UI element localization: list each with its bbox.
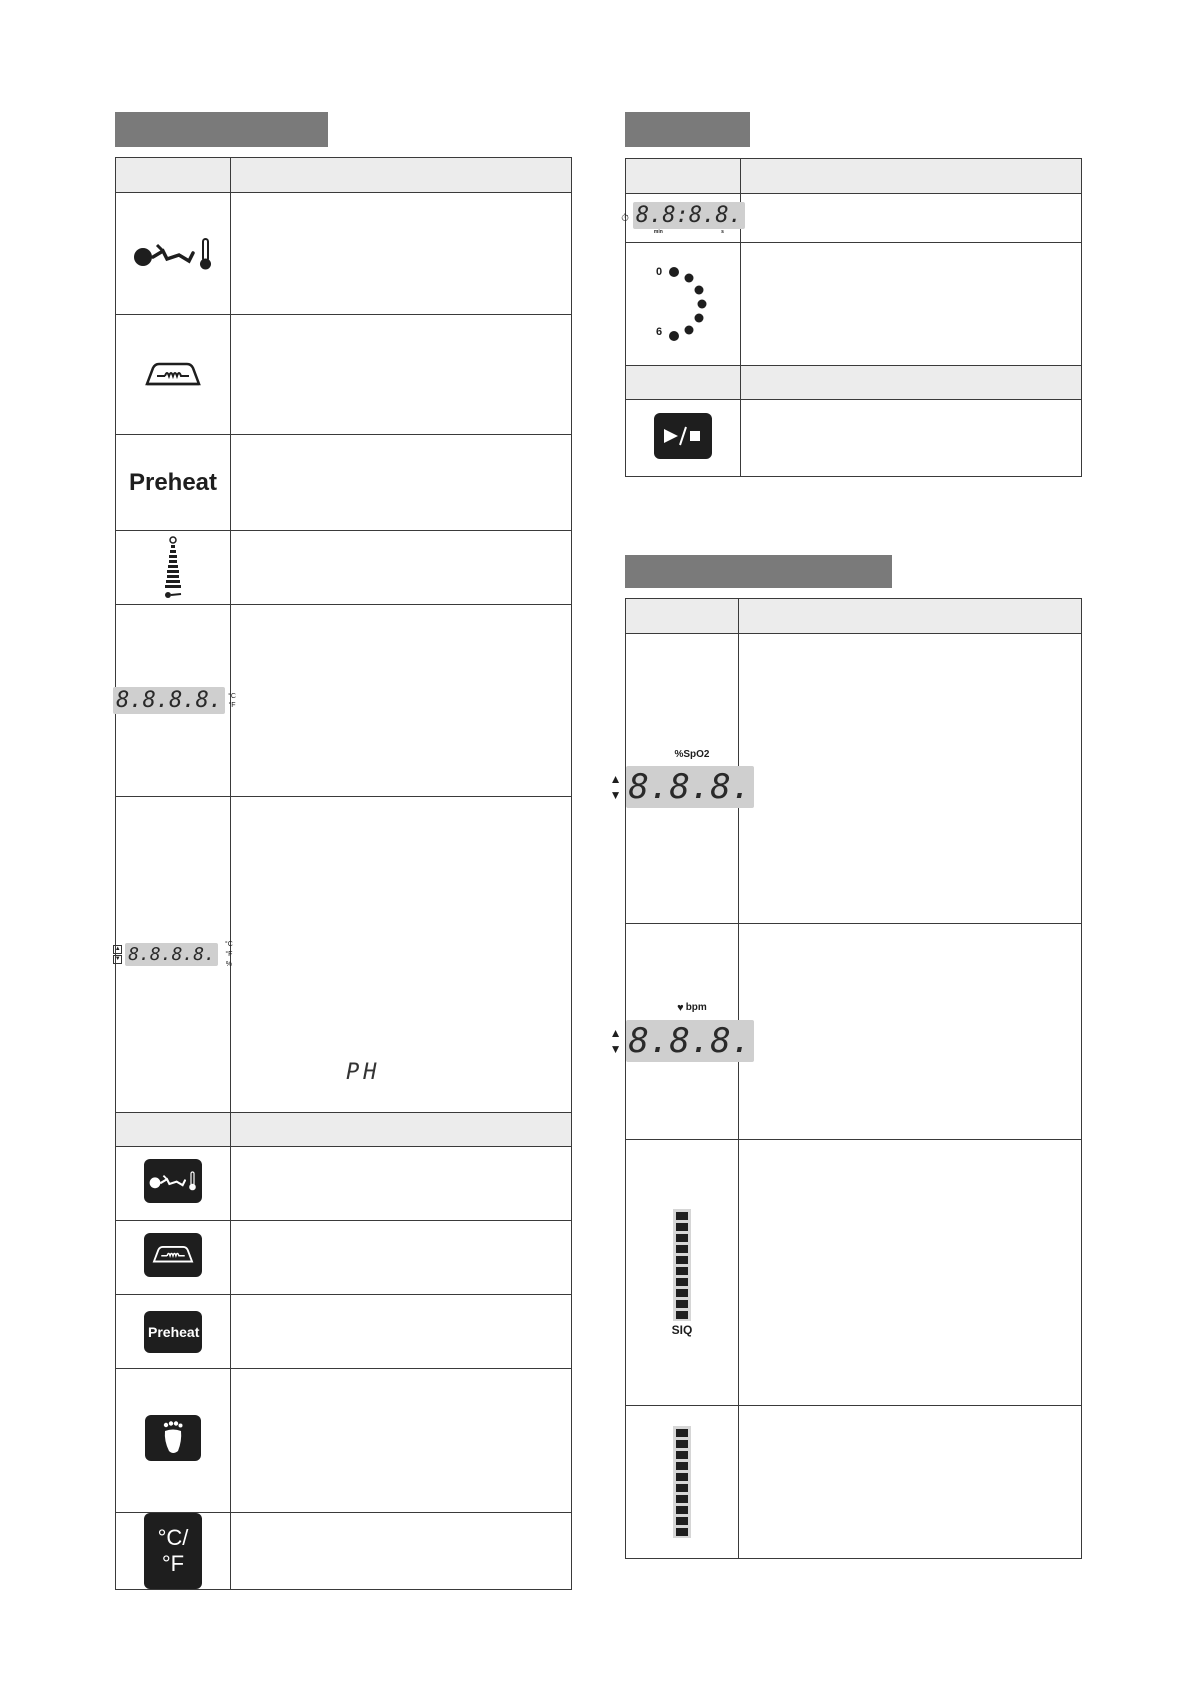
timer-sec-label: s xyxy=(721,228,724,235)
dial-bottom-label: 6 xyxy=(656,326,663,338)
section-bar-left xyxy=(115,112,328,147)
siq-bar xyxy=(626,1209,738,1337)
play-stop-icon xyxy=(662,425,704,447)
set-unit-fahrenheit: °F xyxy=(225,950,233,958)
spo2-display xyxy=(609,749,752,808)
arrow-down-icon: ▼ xyxy=(114,956,121,962)
baby-temp-digits: 8.8.8.8. xyxy=(113,687,225,714)
siq-bar-graph xyxy=(673,1209,691,1321)
timer-min-label: min xyxy=(653,228,663,235)
set-value-display xyxy=(114,940,233,970)
section-bar-timer xyxy=(625,112,750,147)
signal-bar-graph xyxy=(673,1426,691,1538)
bpm-label: bpm xyxy=(685,1002,707,1013)
bpm-up-arrow-icon: ▲ xyxy=(609,1025,622,1040)
progress-dial xyxy=(648,264,718,344)
foot-button[interactable] xyxy=(145,1415,201,1461)
spo2-table xyxy=(609,598,1082,1559)
spo2-digits: 8.8.8. xyxy=(626,766,755,808)
timer-table xyxy=(621,158,1082,477)
baby-temperature-icon xyxy=(133,237,213,271)
dial-top-label: 0 xyxy=(656,266,663,278)
bpm-display xyxy=(609,1001,752,1062)
set-unit-percent: % xyxy=(225,960,232,968)
preheat-button[interactable]: Preheat xyxy=(144,1311,202,1353)
set-unit-celsius: °C xyxy=(224,940,233,948)
siq-label: SIQ xyxy=(671,1322,693,1337)
heater-icon xyxy=(143,360,203,390)
foot-icon xyxy=(160,1421,186,1455)
spo2-label: %SpO2 xyxy=(674,749,710,760)
celsius-fahrenheit-button[interactable]: °C/°F xyxy=(144,1513,202,1589)
heater-button[interactable] xyxy=(144,1233,202,1277)
dial-dots xyxy=(648,264,718,344)
timer-digits: 8.8:8.8. xyxy=(633,202,745,229)
spo2-down-arrow-icon: ▼ xyxy=(609,788,622,802)
baby-temp-display xyxy=(116,687,236,714)
preheat-label: Preheat xyxy=(128,468,218,496)
clock-icon: ⏱ xyxy=(621,212,629,224)
bpm-digits: 8.8.8. xyxy=(626,1020,755,1062)
heat-level-bar-icon xyxy=(161,536,185,600)
unit-celsius: °C xyxy=(228,692,236,700)
baby-temperature-button[interactable] xyxy=(144,1159,202,1203)
bpm-down-arrow-icon: ▼ xyxy=(609,1041,622,1056)
ph-indicator: PH xyxy=(346,1060,381,1085)
heart-icon: ♥ xyxy=(677,1001,684,1014)
arrow-up-icon: ▲ xyxy=(114,946,121,952)
start-stop-button[interactable] xyxy=(654,413,712,459)
left-table xyxy=(115,157,572,1590)
spo2-up-arrow-icon: ▲ xyxy=(609,772,622,786)
set-value-digits: 8.8.8.8. xyxy=(125,943,218,966)
section-bar-spo2 xyxy=(625,555,892,588)
timer-display xyxy=(621,202,742,235)
unit-fahrenheit: °F xyxy=(228,701,236,709)
